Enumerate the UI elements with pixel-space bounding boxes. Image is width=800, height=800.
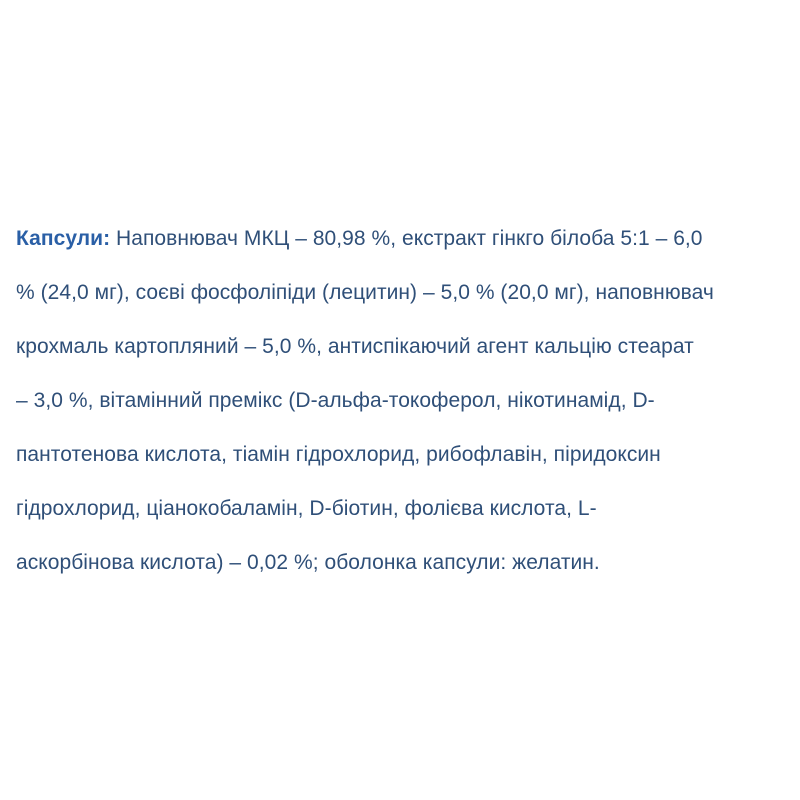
composition-line-1-text: Наповнювач МКЦ – 80,98 %, екстракт гінкго білоба 5:1 – 6,0: [110, 227, 703, 250]
composition-label: Капсули:: [16, 227, 111, 250]
composition-line-3: крохмаль картопляний – 5,0 %, антиспікаючий агент кальцію стеарат: [16, 335, 694, 358]
composition-text: [16, 212, 796, 590]
composition-line-7: аскорбінова кислота) – 0,02 %; оболонка капсули: желатин.: [16, 551, 600, 574]
composition-line-2: % (24,0 мг), соєві фосфоліпіди (лецитин) – 5,0 % (20,0 мг), наповнювач: [16, 281, 714, 304]
composition-line-5: пантотенова кислота, тіамін гідрохлорид, рибофлавін, піридоксин: [16, 443, 661, 466]
composition-line-1: [16, 212, 796, 266]
composition-line-4: – 3,0 %, вітамінний премікс (D-альфа-токоферол, нікотинамід, D-: [16, 389, 655, 412]
composition-line-6: гідрохлорид, ціанокобаламін, D-біотин, фолієва кислота, L-: [16, 497, 597, 520]
